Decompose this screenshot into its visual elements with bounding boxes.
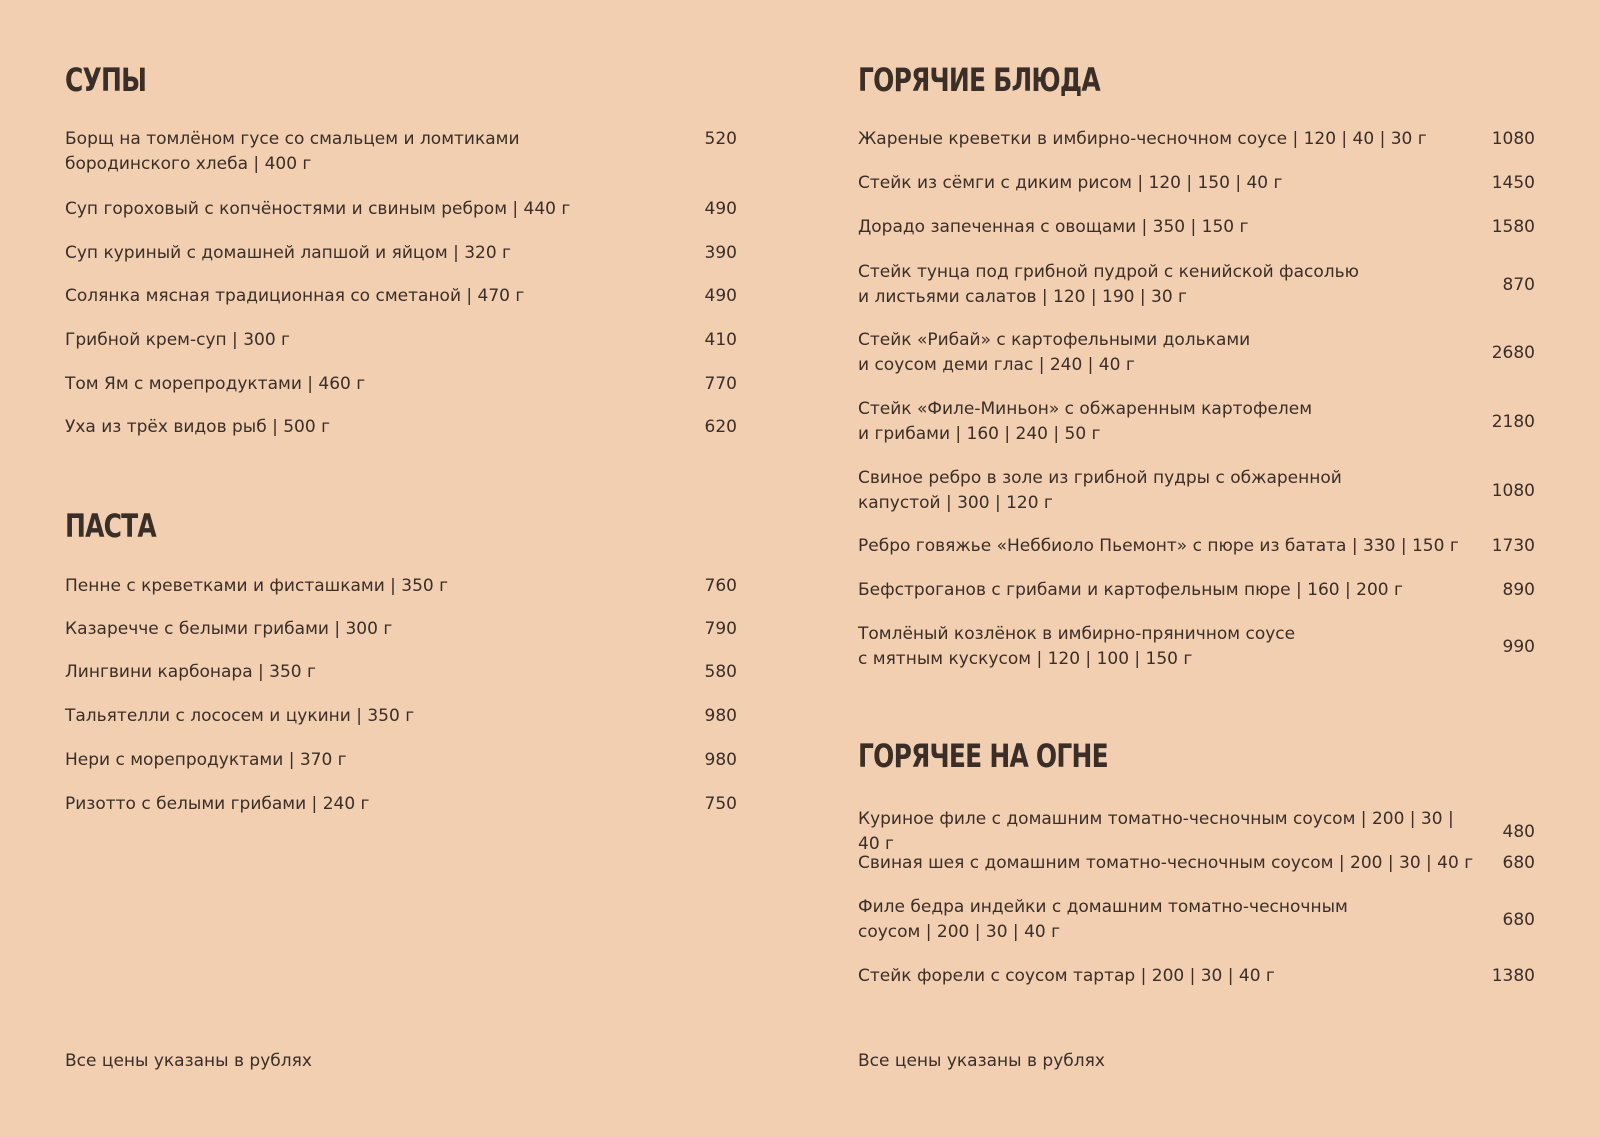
item-price: 490 (704, 199, 737, 219)
item-price: 2680 (1491, 342, 1535, 363)
item-name: Томлёный козлёнок в имбирно-пряничном соусе с мятным кускусом | 120 | 100 | 150 г (858, 624, 1296, 669)
menu-item (858, 171, 1535, 196)
menu-item (65, 704, 737, 729)
menu-item (65, 660, 737, 685)
menu-item (858, 578, 1535, 603)
menu-item (65, 617, 737, 642)
item-price: 1080 (1491, 480, 1535, 501)
menu-item (858, 397, 1535, 447)
item-name: Том Ям с морепродуктами | 460 г (65, 374, 366, 394)
item-price: 980 (704, 750, 737, 770)
item-name: Свиная шея с домашним томатно-чесночным соусом | 200 | 30 | 40 г (858, 853, 1474, 873)
item-price: 1730 (1491, 536, 1535, 556)
item-name: Стейк из сёмги с диким рисом | 120 | 150 | 40 г (858, 173, 1283, 193)
menu-item (65, 792, 737, 817)
menu-item (858, 328, 1535, 378)
item-price: 2180 (1491, 411, 1535, 432)
menu-item (65, 328, 737, 353)
item-price: 520 (704, 129, 737, 149)
section-title-pasta: ПАСТА (65, 507, 156, 545)
section-title-fire-hot: ГОРЯЧЕЕ НА ОГНЕ (858, 737, 1108, 775)
menu-item (65, 241, 737, 266)
menu-item (858, 260, 1535, 310)
item-price: 580 (704, 662, 737, 682)
item-name: Стейк тунца под грибной пудрой с кенийской фасолью и листьями салатов | 120 | 190 | 30 г (858, 262, 1359, 307)
item-name: Бефстроганов с грибами и картофельным пюре | 160 | 200 г (858, 580, 1403, 600)
menu-item (858, 964, 1535, 989)
item-price: 1450 (1491, 173, 1535, 193)
item-price: 1380 (1491, 966, 1535, 986)
item-price: 770 (704, 374, 737, 394)
item-name: Казаречче с белыми грибами | 300 г (65, 619, 393, 639)
footer-note: Все цены указаны в рублях (858, 1051, 1105, 1071)
item-price: 760 (704, 576, 737, 596)
item-name: Тальятелли с лососем и цукини | 350 г (65, 706, 415, 726)
item-price: 1080 (1491, 129, 1535, 149)
menu-item (65, 197, 737, 222)
menu-item (858, 534, 1535, 559)
item-name: Грибной крем-суп | 300 г (65, 330, 290, 350)
item-name: Пенне с креветками и фисташками | 350 г (65, 576, 449, 596)
item-price: 480 (1502, 821, 1535, 842)
item-name: Дорадо запеченная с овощами | 350 | 150 г (858, 217, 1249, 237)
footer-note: Все цены указаны в рублях (65, 1051, 312, 1071)
menu-item (65, 127, 737, 177)
item-name: Стейк форели с соусом тартар | 200 | 30 | 40 г (858, 966, 1275, 986)
menu-item (858, 215, 1535, 240)
item-price: 750 (704, 794, 737, 814)
item-price: 990 (1502, 636, 1535, 657)
left-menu-page (65, 0, 745, 1137)
item-name: Куриное филе с домашним томатно-чесночным соусом | 200 | 30 | 40 г (858, 809, 1454, 854)
item-price: 1580 (1491, 217, 1535, 237)
menu-item (65, 415, 737, 440)
item-price: 680 (1502, 853, 1535, 873)
menu-item (65, 372, 737, 397)
item-price: 390 (704, 243, 737, 263)
item-name: Стейк «Рибай» с картофельными дольками и соусом деми глас | 240 | 40 г (858, 330, 1251, 375)
item-price: 620 (704, 417, 737, 437)
item-price: 980 (704, 706, 737, 726)
item-price: 890 (1502, 580, 1535, 600)
menu-item (858, 895, 1535, 945)
item-name: Лингвини карбонара | 350 г (65, 662, 316, 682)
item-price: 490 (704, 286, 737, 306)
item-name: Суп куриный с домашней лапшой и яйцом | 320 г (65, 243, 511, 263)
item-price: 790 (704, 619, 737, 639)
menu-item (858, 466, 1535, 516)
section-title-hot-dishes: ГОРЯЧИЕ БЛЮДА (858, 61, 1100, 99)
menu-item (65, 748, 737, 773)
item-name: Филе бедра индейки с домашним томатно-чесночным соусом | 200 | 30 | 40 г (858, 897, 1348, 942)
menu-item (858, 622, 1535, 672)
item-name: Ребро говяжье «Неббиоло Пьемонт» с пюре из батата | 330 | 150 г (858, 536, 1459, 556)
item-name: Свиное ребро в золе из грибной пудры с обжаренной капустой | 300 | 120 г (858, 468, 1342, 513)
item-name: Нери с морепродуктами | 370 г (65, 750, 347, 770)
right-menu-page (858, 0, 1535, 1137)
item-name: Жареные креветки в имбирно-чесночном соусе | 120 | 40 | 30 г (858, 129, 1427, 149)
item-name: Борщ на томлёном гусе со смальцем и ломтиками бородинского хлеба | 400 г (65, 129, 520, 174)
menu-item (65, 574, 737, 599)
item-name: Солянка мясная традиционная со сметаной | 470 г (65, 286, 525, 306)
section-title-soups: СУПЫ (65, 61, 147, 99)
menu-item (858, 807, 1535, 857)
item-price: 410 (704, 330, 737, 350)
menu-item (858, 127, 1535, 152)
item-name: Уха из трёх видов рыб | 500 г (65, 417, 331, 437)
item-name: Стейк «Филе-Миньон» с обжаренным картофелем и грибами | 160 | 240 | 50 г (858, 399, 1313, 444)
menu-item (858, 851, 1535, 876)
item-price: 680 (1502, 909, 1535, 930)
item-name: Суп гороховый с копчёностями и свиным ребром | 440 г (65, 199, 571, 219)
item-name: Ризотто с белыми грибами | 240 г (65, 794, 370, 814)
item-price: 870 (1502, 274, 1535, 295)
menu-item (65, 284, 737, 309)
